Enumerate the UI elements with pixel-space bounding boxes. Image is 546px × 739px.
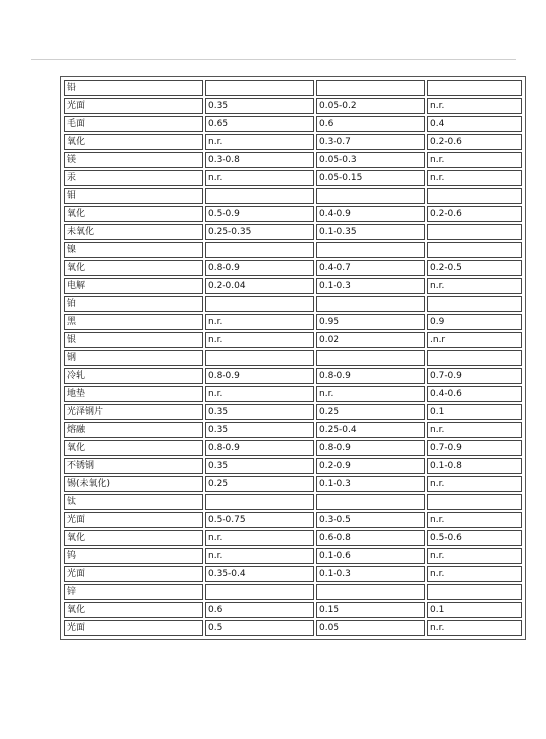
material-cell: 镁 (64, 152, 203, 168)
table-row (64, 602, 522, 618)
emissivity-value-cell (316, 350, 425, 366)
emissivity-value-cell (205, 494, 314, 510)
emissivity-value-cell: 0.5-0.6 (427, 530, 522, 546)
table-row (64, 494, 522, 510)
material-cell: 氧化 (64, 260, 203, 276)
emissivity-value-cell: 0.25-0.4 (316, 422, 425, 438)
table-row (64, 170, 522, 186)
table-row (64, 530, 522, 546)
emissivity-value-cell: 0.4 (427, 116, 522, 132)
emissivity-value-cell: 0.7-0.9 (427, 368, 522, 384)
material-cell: 钛 (64, 494, 203, 510)
emissivity-value-cell: n.r. (427, 566, 522, 582)
emissivity-value-cell: n.r. (205, 314, 314, 330)
emissivity-value-cell: n.r. (205, 530, 314, 546)
emissivity-value-cell: 0.1-0.3 (316, 566, 425, 582)
emissivity-value-cell (205, 350, 314, 366)
material-cell: 钢 (64, 350, 203, 366)
emissivity-value-cell: n.r. (427, 620, 522, 636)
table-row (64, 386, 522, 402)
top-divider (31, 59, 516, 60)
material-cell: 未氧化 (64, 224, 203, 240)
material-cell: 不锈钢 (64, 458, 203, 474)
table-row (64, 440, 522, 456)
emissivity-value-cell (427, 224, 522, 240)
table-body (64, 80, 522, 636)
emissivity-value-cell (205, 80, 314, 96)
emissivity-value-cell: 0.3-0.7 (316, 134, 425, 150)
table-row (64, 404, 522, 420)
emissivity-value-cell: n.r. (205, 170, 314, 186)
emissivity-value-cell: n.r. (205, 134, 314, 150)
material-cell: 熔融 (64, 422, 203, 438)
material-cell: 铂 (64, 296, 203, 312)
material-cell: 氧化 (64, 602, 203, 618)
emissivity-value-cell: n.r. (427, 512, 522, 528)
emissivity-value-cell: n.r. (427, 98, 522, 114)
material-cell: 镍 (64, 242, 203, 258)
emissivity-value-cell: 0.3-0.5 (316, 512, 425, 528)
emissivity-value-cell: 0.25-0.35 (205, 224, 314, 240)
emissivity-value-cell: 0.2-0.6 (427, 134, 522, 150)
table-row (64, 206, 522, 222)
emissivity-value-cell: 0.35 (205, 98, 314, 114)
table-row (64, 242, 522, 258)
emissivity-value-cell: 0.4-0.9 (316, 206, 425, 222)
material-cell: 钨 (64, 548, 203, 564)
emissivity-value-cell: 0.9 (427, 314, 522, 330)
emissivity-value-cell: 0.8-0.9 (205, 368, 314, 384)
emissivity-value-cell: 0.2-0.5 (427, 260, 522, 276)
material-cell: 氧化 (64, 206, 203, 222)
emissivity-value-cell: 0.65 (205, 116, 314, 132)
emissivity-value-cell: 0.2-0.6 (427, 206, 522, 222)
material-cell: 黑 (64, 314, 203, 330)
emissivity-value-cell: 0.35-0.4 (205, 566, 314, 582)
emissivity-value-cell: 0.25 (316, 404, 425, 420)
emissivity-value-cell: n.r. (205, 332, 314, 348)
emissivity-table (60, 76, 526, 640)
table-row (64, 224, 522, 240)
emissivity-value-cell: 0.6 (205, 602, 314, 618)
material-cell: 铅 (64, 80, 203, 96)
emissivity-value-cell (316, 80, 425, 96)
emissivity-value-cell (427, 80, 522, 96)
table-row (64, 458, 522, 474)
material-cell: 光面 (64, 98, 203, 114)
table-row (64, 350, 522, 366)
table-row (64, 98, 522, 114)
table-row (64, 314, 522, 330)
emissivity-value-cell: 0.15 (316, 602, 425, 618)
emissivity-value-cell: 0.25 (205, 476, 314, 492)
emissivity-value-cell: 0.6-0.8 (316, 530, 425, 546)
emissivity-value-cell: 0.3-0.8 (205, 152, 314, 168)
emissivity-value-cell: 0.1-0.3 (316, 476, 425, 492)
emissivity-value-cell: 0.02 (316, 332, 425, 348)
table-row (64, 368, 522, 384)
table-row (64, 548, 522, 564)
emissivity-value-cell (427, 494, 522, 510)
emissivity-value-cell: .n.r (427, 332, 522, 348)
material-cell: 地垫 (64, 386, 203, 402)
emissivity-value-cell: 0.8-0.9 (316, 368, 425, 384)
emissivity-value-cell (427, 350, 522, 366)
emissivity-value-cell (427, 296, 522, 312)
table-row (64, 296, 522, 312)
emissivity-value-cell: 0.1-0.8 (427, 458, 522, 474)
table-row (64, 620, 522, 636)
emissivity-value-cell: 0.1-0.3 (316, 278, 425, 294)
emissivity-value-cell: n.r. (316, 386, 425, 402)
material-cell: 毛面 (64, 116, 203, 132)
emissivity-value-cell: 0.35 (205, 422, 314, 438)
material-cell: 氧化 (64, 134, 203, 150)
emissivity-value-cell: 0.6 (316, 116, 425, 132)
emissivity-value-cell: n.r. (205, 548, 314, 564)
material-cell: 钼 (64, 188, 203, 204)
table-row (64, 278, 522, 294)
material-cell: 氧化 (64, 530, 203, 546)
emissivity-value-cell: n.r. (427, 476, 522, 492)
emissivity-value-cell (205, 188, 314, 204)
emissivity-value-cell (205, 584, 314, 600)
emissivity-value-cell: 0.05-0.2 (316, 98, 425, 114)
table-row (64, 260, 522, 276)
emissivity-value-cell: 0.5 (205, 620, 314, 636)
material-cell: 光面 (64, 566, 203, 582)
emissivity-value-cell: 0.05-0.15 (316, 170, 425, 186)
emissivity-value-cell: 0.2-0.04 (205, 278, 314, 294)
table-row (64, 152, 522, 168)
table-row (64, 80, 522, 96)
emissivity-value-cell (427, 584, 522, 600)
emissivity-value-cell: 0.8-0.9 (316, 440, 425, 456)
material-cell: 光面 (64, 512, 203, 528)
table-row (64, 332, 522, 348)
emissivity-value-cell: 0.8-0.9 (205, 440, 314, 456)
table-row (64, 134, 522, 150)
emissivity-value-cell: 0.05 (316, 620, 425, 636)
emissivity-value-cell: 0.5-0.9 (205, 206, 314, 222)
emissivity-value-cell (316, 242, 425, 258)
emissivity-value-cell: n.r. (427, 548, 522, 564)
table-row (64, 476, 522, 492)
emissivity-value-cell: n.r. (205, 386, 314, 402)
emissivity-value-cell: 0.95 (316, 314, 425, 330)
material-cell: 电解 (64, 278, 203, 294)
table-row (64, 584, 522, 600)
emissivity-value-cell: 0.35 (205, 458, 314, 474)
material-cell: 冷轧 (64, 368, 203, 384)
emissivity-value-cell: 0.8-0.9 (205, 260, 314, 276)
material-cell: 锌 (64, 584, 203, 600)
material-cell: 银 (64, 332, 203, 348)
table-row (64, 188, 522, 204)
table-row (64, 566, 522, 582)
emissivity-value-cell: n.r. (427, 152, 522, 168)
table-row (64, 116, 522, 132)
emissivity-value-cell (316, 188, 425, 204)
material-cell: 氧化 (64, 440, 203, 456)
emissivity-value-cell: n.r. (427, 422, 522, 438)
material-cell: 光泽钢片 (64, 404, 203, 420)
emissivity-value-cell (427, 242, 522, 258)
emissivity-value-cell: 0.1 (427, 602, 522, 618)
emissivity-value-cell: n.r. (427, 170, 522, 186)
emissivity-value-cell: 0.05-0.3 (316, 152, 425, 168)
material-cell: 锡(未氧化) (64, 476, 203, 492)
emissivity-value-cell (427, 188, 522, 204)
table-row (64, 422, 522, 438)
emissivity-value-cell (205, 242, 314, 258)
material-cell: 汞 (64, 170, 203, 186)
emissivity-value-cell (316, 494, 425, 510)
emissivity-value-cell: 0.1-0.6 (316, 548, 425, 564)
emissivity-value-cell (316, 584, 425, 600)
emissivity-value-cell: 0.35 (205, 404, 314, 420)
emissivity-value-cell: 0.4-0.7 (316, 260, 425, 276)
emissivity-value-cell: 0.4-0.6 (427, 386, 522, 402)
table-row (64, 512, 522, 528)
emissivity-value-cell: n.r. (427, 278, 522, 294)
emissivity-value-cell (205, 296, 314, 312)
emissivity-value-cell: 0.1-0.35 (316, 224, 425, 240)
emissivity-value-cell: 0.1 (427, 404, 522, 420)
emissivity-value-cell: 0.7-0.9 (427, 440, 522, 456)
emissivity-value-cell: 0.2-0.9 (316, 458, 425, 474)
material-cell: 光面 (64, 620, 203, 636)
emissivity-value-cell: 0.5-0.75 (205, 512, 314, 528)
emissivity-value-cell (316, 296, 425, 312)
